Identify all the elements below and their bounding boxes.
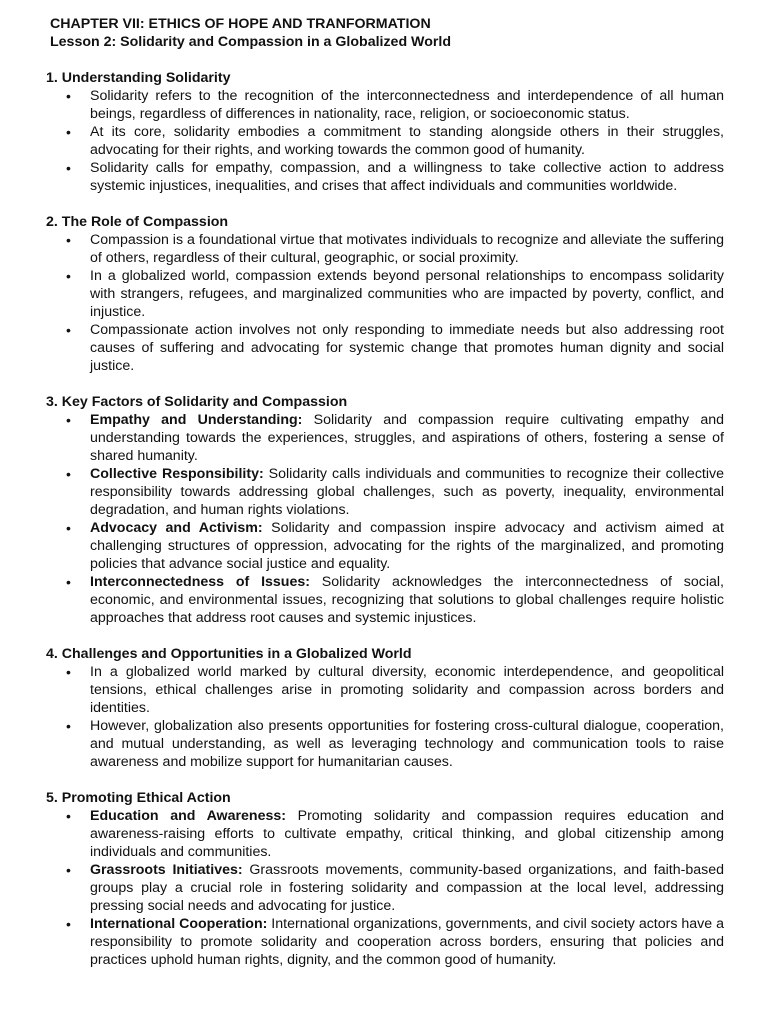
list-item <box>66 915 724 969</box>
item-text: Solidarity calls for empathy, compassion, and a willingness to take collective action to address systemic injustices, inequalities, and crises that affect individuals and communities worldwide. <box>90 160 724 194</box>
sections-container <box>46 69 724 969</box>
chapter-title: CHAPTER VII: ETHICS OF HOPE AND TRANFORMATION <box>50 16 431 32</box>
item-term: Education and Awareness: <box>90 808 286 824</box>
item-text: Grassroots movements, community-based organizations, and faith-based groups play a crucial role in fostering solidarity and compassion at the local level, addressing pressing social needs and advocating for justice. <box>90 862 724 914</box>
item-term: International Cooperation: <box>90 916 268 932</box>
bullet-icon: • <box>66 574 71 590</box>
item-text: International organizations, governments, and civil society actors have a responsibility to promote solidarity and cooperation across borders, ensuring that policies and practices uphold human rights, dignity, and the common good of humanity. <box>90 916 724 968</box>
list-item <box>66 87 724 123</box>
bullet-icon: • <box>66 322 71 338</box>
item-text: Solidarity acknowledges the interconnectedness of social, economic, and environmental issues, recognizing that solutions to global challenges require holistic approaches that address root causes and systemic injustices. <box>90 574 724 626</box>
bullet-icon: • <box>66 862 71 878</box>
list-item <box>66 123 724 159</box>
list-item <box>66 231 724 267</box>
item-text: Solidarity and compassion require cultivating empathy and understanding towards the experiences, struggles, and aspirations of others, fostering a sense of shared humanity. <box>90 412 724 464</box>
section-heading: 4. Challenges and Opportunities in a Globalized World <box>46 646 412 662</box>
bullet-icon: • <box>66 412 71 428</box>
section <box>46 213 724 375</box>
list-item <box>66 465 724 519</box>
section-heading: 3. Key Factors of Solidarity and Compassion <box>46 394 348 410</box>
item-term: Collective Responsibility: <box>90 466 264 482</box>
item-text: Solidarity and compassion inspire advocacy and activism aimed at challenging structures of oppression, advocating for the rights of the marginalized, and promoting policies that advance social justice and equality. <box>90 520 724 572</box>
section-heading: 1. Understanding Solidarity <box>46 70 231 86</box>
bullet-icon: • <box>66 664 71 680</box>
list-item <box>66 411 724 465</box>
bullet-icon: • <box>66 160 71 176</box>
item-term: Empathy and Understanding: <box>90 412 303 428</box>
item-text: Compassion is a foundational virtue that motivates individuals to recognize and alleviate the suffering of others, regardless of their cultural, geographic, or social proximity. <box>90 232 724 266</box>
item-text: In a globalized world marked by cultural diversity, economic interdependence, and geopolitical tensions, ethical challenges arise in promoting solidarity and compassion across borders and identities. <box>90 664 724 716</box>
section-heading: 5. Promoting Ethical Action <box>46 790 231 806</box>
item-term: Interconnectedness of Issues: <box>90 574 310 590</box>
bullet-list <box>46 807 724 969</box>
item-term: Advocacy and Activism: <box>90 520 263 536</box>
bullet-list <box>46 87 724 195</box>
list-item <box>66 321 724 375</box>
item-text: Solidarity calls individuals and communities to recognize their collective responsibility towards addressing global challenges, such as poverty, inequality, environmental degradation, and human rights violations. <box>90 466 724 518</box>
list-item <box>66 807 724 861</box>
list-item <box>66 861 724 915</box>
bullet-icon: • <box>66 466 71 482</box>
section-heading: 2. The Role of Compassion <box>46 214 229 230</box>
list-item <box>66 663 724 717</box>
list-item <box>66 573 724 627</box>
list-item <box>66 717 724 771</box>
section <box>46 645 724 771</box>
item-text: However, globalization also presents opportunities for fostering cross-cultural dialogue, cooperation, and mutual understanding, as well as leveraging technology and communication tools to raise awareness and mobilize support for humanitarian causes. <box>90 718 724 770</box>
item-text: Solidarity refers to the recognition of the interconnectedness and interdependence of all human beings, regardless of differences in nationality, race, religion, or socioeconomic status. <box>90 88 724 122</box>
item-text: Promoting solidarity and compassion requires education and awareness-raising efforts to cultivate empathy, critical thinking, and global citizenship among individuals and communities. <box>90 808 724 860</box>
bullet-icon: • <box>66 916 71 932</box>
bullet-icon: • <box>66 718 71 734</box>
bullet-icon: • <box>66 124 71 140</box>
lesson-title: Lesson 2: Solidarity and Compassion in a Globalized World <box>50 34 451 50</box>
item-text: At its core, solidarity embodies a commitment to standing alongside others in their struggles, advocating for their rights, and working towards the common good of humanity. <box>90 124 724 158</box>
bullet-list <box>46 411 724 627</box>
item-text: In a globalized world, compassion extends beyond personal relationships to encompass solidarity with strangers, refugees, and marginalized communities who are impacted by poverty, conflict, and injustice. <box>90 268 724 320</box>
section <box>46 789 724 969</box>
list-item <box>66 159 724 195</box>
item-text: Compassionate action involves not only responding to immediate needs but also addressing root causes of suffering and advocating for systemic change that promotes human dignity and social justice. <box>90 322 724 374</box>
bullet-list <box>46 231 724 375</box>
list-item <box>66 267 724 321</box>
bullet-icon: • <box>66 808 71 824</box>
item-term: Grassroots Initiatives: <box>90 862 243 878</box>
section <box>46 69 724 195</box>
bullet-icon: • <box>66 232 71 248</box>
list-item <box>66 519 724 573</box>
bullet-icon: • <box>66 268 71 284</box>
bullet-list <box>46 663 724 771</box>
bullet-icon: • <box>66 520 71 536</box>
section <box>46 393 724 627</box>
bullet-icon: • <box>66 88 71 104</box>
